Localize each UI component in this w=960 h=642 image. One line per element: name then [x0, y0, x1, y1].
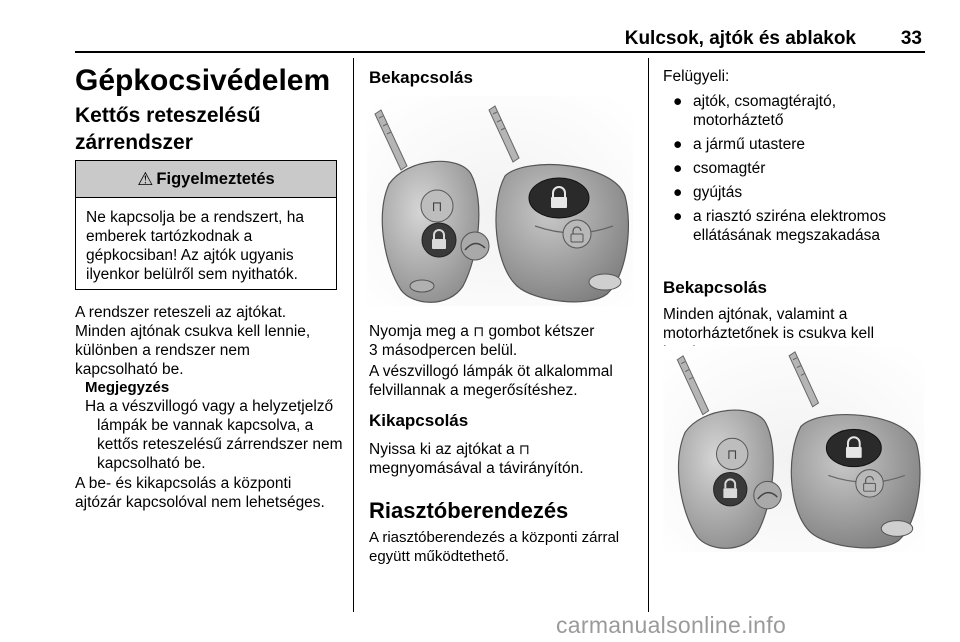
key-fob-right [496, 165, 628, 302]
paragraph [75, 474, 325, 512]
list-item [663, 92, 933, 130]
text-line: A be- és kikapcsolás a központi [75, 475, 292, 492]
list-item [663, 183, 933, 202]
text-line: kettős reteszelésű zárrendszer nem [97, 436, 343, 453]
text-line: csomagtér [693, 160, 766, 177]
text-line: 3 másodpercen belül. [369, 342, 518, 359]
list-item [663, 135, 933, 154]
warning-box [75, 160, 337, 290]
warning-header [76, 161, 336, 198]
unlock-icon: ⊓ [518, 441, 530, 457]
page-number: 33 [900, 28, 922, 49]
section-heading: Kikapcsolás [369, 411, 469, 430]
text-line: gyújtás [693, 184, 743, 201]
text-line: megnyomásával a távirányítón. [369, 460, 584, 477]
text-fragment: Nyissa ki az ajtókat a [369, 441, 515, 458]
section-heading: Bekapcsolás [663, 278, 767, 297]
paragraph [369, 528, 619, 566]
text-line: Minden ajtónak csukva kell lennie, [75, 323, 311, 340]
sub-heading-line: Kettős reteszelésű [75, 104, 261, 127]
key-fobs-illustration [367, 96, 633, 306]
section-title: Kulcsok, ajtók és ablakok [624, 28, 856, 49]
text-line: A vészvillogó lámpák öt alkalommal [369, 363, 613, 380]
lock-icon: ⊓ [473, 323, 485, 339]
main-heading: Gépkocsivédelem [75, 64, 331, 97]
bullet: ● [673, 160, 683, 177]
text-line: lámpák be vannak kapcsolva, a [97, 417, 314, 434]
text-line: ajtózár kapcsolóval nem lehetséges. [75, 494, 325, 511]
text-line: kapcsolható be. [97, 455, 206, 472]
column-divider [648, 58, 649, 612]
watermark: carmanualsonline.info [556, 612, 787, 638]
text-line: ajtók, csomagtérajtó, [693, 93, 837, 110]
text-line [369, 440, 584, 459]
sub-heading-line: zárrendszer [75, 131, 193, 154]
text-line: A riasztóberendezés a központi zárral [369, 529, 620, 546]
key-fob-right [791, 415, 920, 548]
list-item [663, 207, 933, 245]
svg-text:⊓: ⊓ [431, 199, 443, 215]
warning-line: gépkocsiban! Az ajtók ugyanis [86, 247, 294, 264]
warning-triangle-icon: ⚠ [137, 168, 154, 189]
text-line: motorháztető [693, 112, 784, 129]
text-line: együtt működtethető. [369, 548, 510, 565]
warning-line: ilyenkor belülről sem nyithatók. [86, 266, 298, 283]
list-item [663, 159, 933, 178]
note-label: Megjegyzés [85, 379, 170, 396]
text-line: felvillannak a megerősítéshez. [369, 382, 578, 399]
warning-text [76, 198, 336, 284]
text-line: Minden ajtónak, valamint a [663, 306, 848, 323]
key-fobs-illustration [663, 346, 925, 552]
paragraph [369, 440, 584, 478]
bullet: ● [673, 93, 683, 110]
alarm-heading: Riasztóberendezés [369, 498, 569, 523]
monitored-list [663, 92, 933, 250]
paragraph: Felügyeli: [663, 68, 730, 85]
text-line: különben a rendszer nem [75, 342, 250, 359]
bullet: ● [673, 136, 683, 153]
bullet: ● [673, 184, 683, 201]
text-line: ellátásának megszakadása [693, 227, 880, 244]
paragraph [369, 362, 613, 400]
column-divider [353, 58, 354, 612]
text-line: kapcsolható be. [75, 361, 184, 378]
svg-text:⊓: ⊓ [726, 446, 738, 463]
warning-line: emberek tartózkodnak a [86, 228, 253, 245]
header-rule [75, 51, 925, 53]
text-fragment: gombot kétszer [488, 323, 595, 340]
sub-heading [75, 102, 261, 156]
section-heading: Bekapcsolás [369, 68, 473, 87]
text-line: a riasztó sziréna elektromos [693, 208, 886, 225]
warning-title: Figyelmeztetés [156, 169, 275, 188]
bullet: ● [673, 208, 683, 225]
note [85, 378, 343, 473]
paragraph [369, 322, 594, 360]
text-line: A rendszer reteszeli az ajtókat. [75, 304, 287, 321]
text-fragment: Nyomja meg a [369, 323, 469, 340]
paragraph [75, 303, 310, 379]
text-line [369, 322, 594, 341]
text-line: Ha a vészvillogó vagy a helyzetjelző [85, 398, 334, 415]
text-line: a jármű utastere [693, 136, 805, 153]
warning-line: Ne kapcsolja be a rendszert, ha [86, 209, 304, 226]
text-line: motorháztetőnek is csukva kell [663, 325, 875, 342]
